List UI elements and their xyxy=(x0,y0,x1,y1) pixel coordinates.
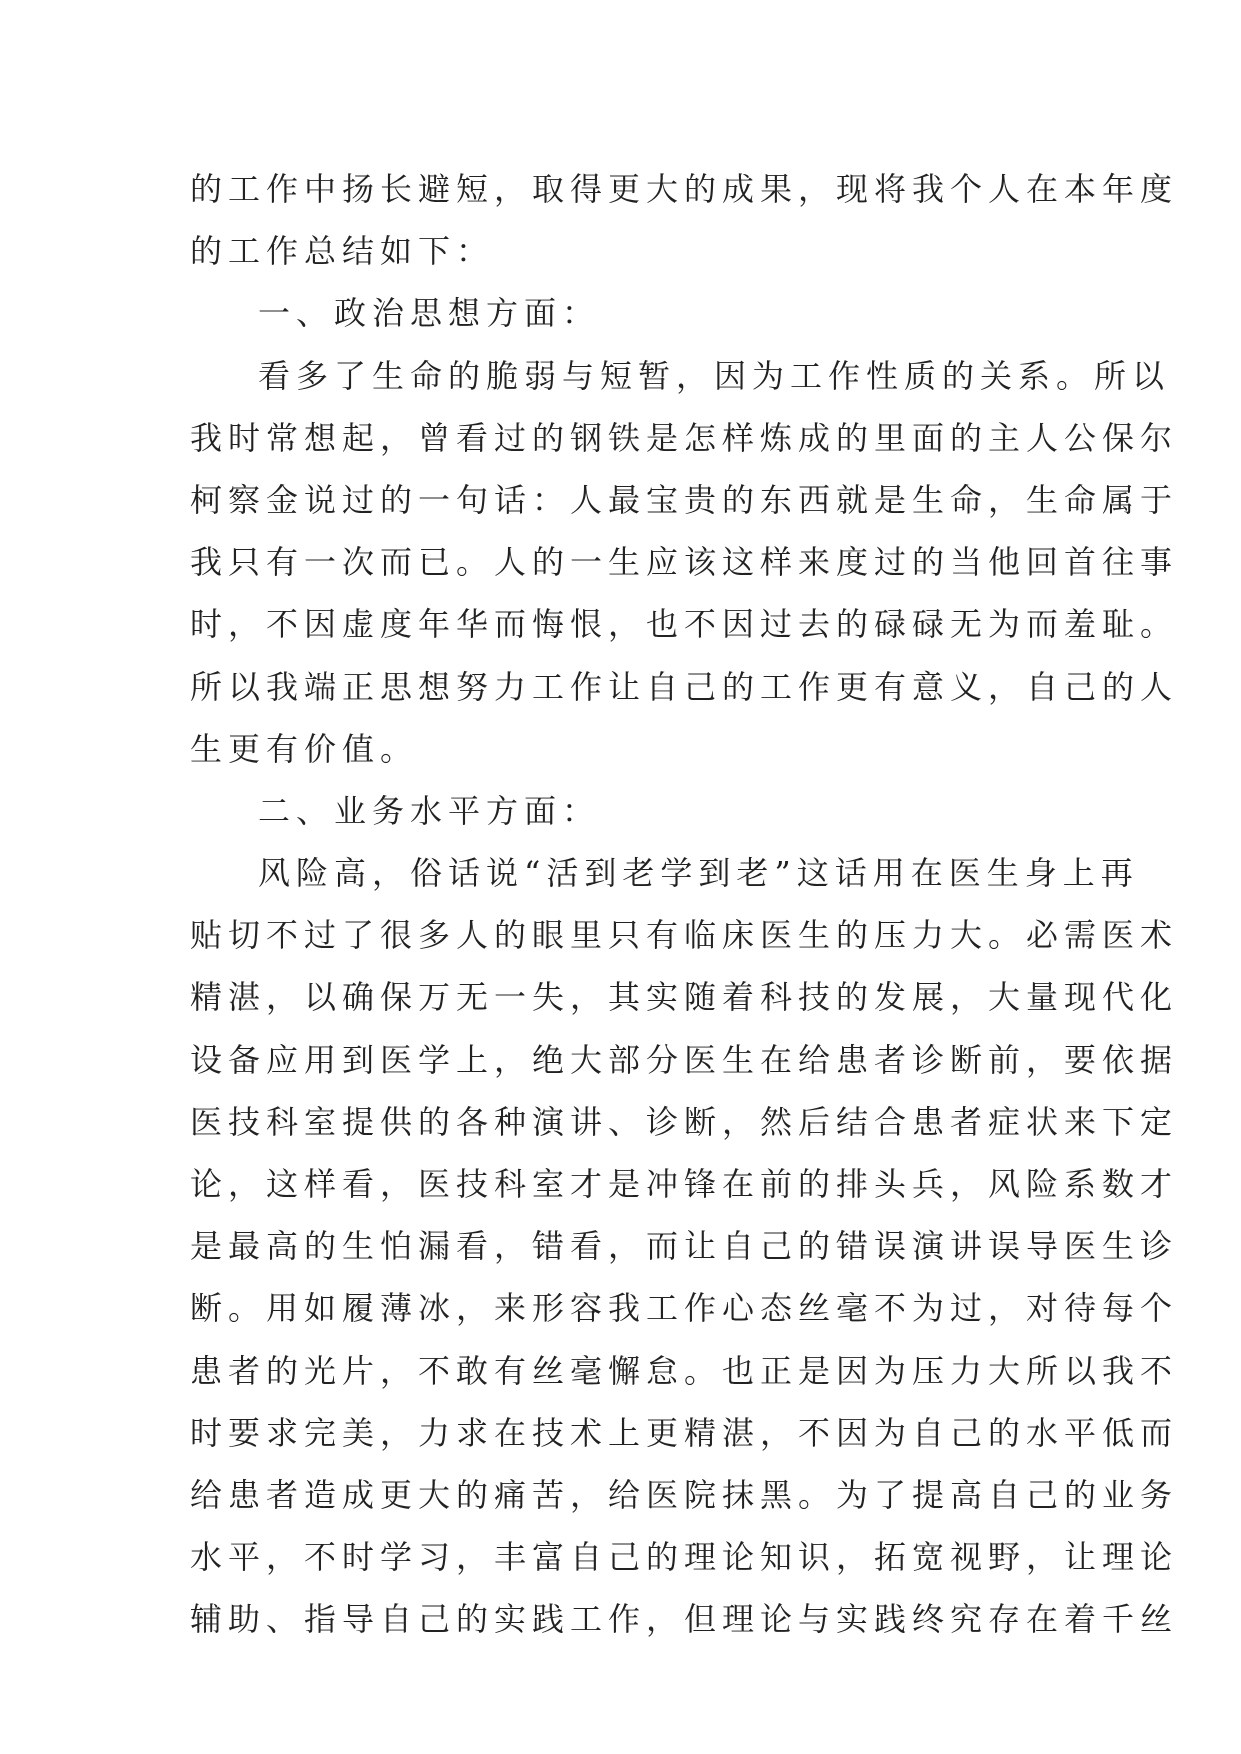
text-line: 的工作中扬长避短，取得更大的成果，现将我个人在本年度 xyxy=(190,170,1179,208)
text-line: 的工作总结如下： xyxy=(190,232,495,271)
text-line: 是最高的生怕漏看，错看，而让自己的错误演讲误导医生诊 xyxy=(190,1227,1179,1266)
text-line: 精湛，以确保万无一失，其实随着科技的发展，大量现代化 xyxy=(190,978,1179,1017)
text-line: 柯察金说过的一句话：人最宝贵的东西就是生命，生命属于 xyxy=(190,480,1179,519)
text-line: 论，这样看，医技科室才是冲锋在前的排头兵，风险系数才 xyxy=(190,1165,1179,1203)
text-line: 患者的光片，不敢有丝毫懈怠。也正是因为压力大所以我不 xyxy=(190,1351,1179,1390)
text-line: 看多了生命的脆弱与短暂，因为工作性质的关系。所以 xyxy=(258,356,1171,395)
section-heading-business: 二、业务水平方面： xyxy=(258,791,601,830)
text-line: 医技科室提供的各种演讲、诊断，然后结合患者症状来下定 xyxy=(190,1102,1179,1141)
text-line: 所以我端正思想努力工作让自己的工作更有意义，自己的人 xyxy=(190,667,1179,706)
body-text xyxy=(190,158,1179,1651)
text-line: 辅助、指导自己的实践工作，但理论与实践终究存在着千丝 xyxy=(190,1600,1179,1639)
text-line: 我只有一次而已。人的一生应该这样来度过的当他回首往事 xyxy=(190,543,1179,582)
text-line: 给患者造成更大的痛苦，给医院抹黑。为了提高自己的业务 xyxy=(190,1475,1179,1514)
text-line: 风险高，俗话说“活到老学到老”这话用在医生身上再 xyxy=(258,854,1139,893)
text-line: 设备应用到医学上，绝大部分医生在给患者诊断前，要依据 xyxy=(190,1040,1179,1079)
text-line: 时，不因虚度年华而悔恨，也不因过去的碌碌无为而羞耻。 xyxy=(190,605,1179,644)
text-line: 断。用如履薄冰，来形容我工作心态丝毫不为过，对待每个 xyxy=(190,1289,1179,1328)
text-line: 贴切不过了很多人的眼里只有临床医生的压力大。必需医术 xyxy=(190,916,1179,955)
section-heading-political: 一、政治思想方面： xyxy=(258,294,601,333)
text-line: 时要求完美，力求在技术上更精湛，不因为自己的水平低而 xyxy=(190,1413,1179,1452)
text-line: 生更有价值。 xyxy=(190,729,419,768)
text-line: 水平，不时学习，丰富自己的理论知识，拓宽视野，让理论 xyxy=(190,1538,1179,1577)
text-line: 我时常想起，曾看过的钢铁是怎样炼成的里面的主人公保尔 xyxy=(190,418,1179,457)
